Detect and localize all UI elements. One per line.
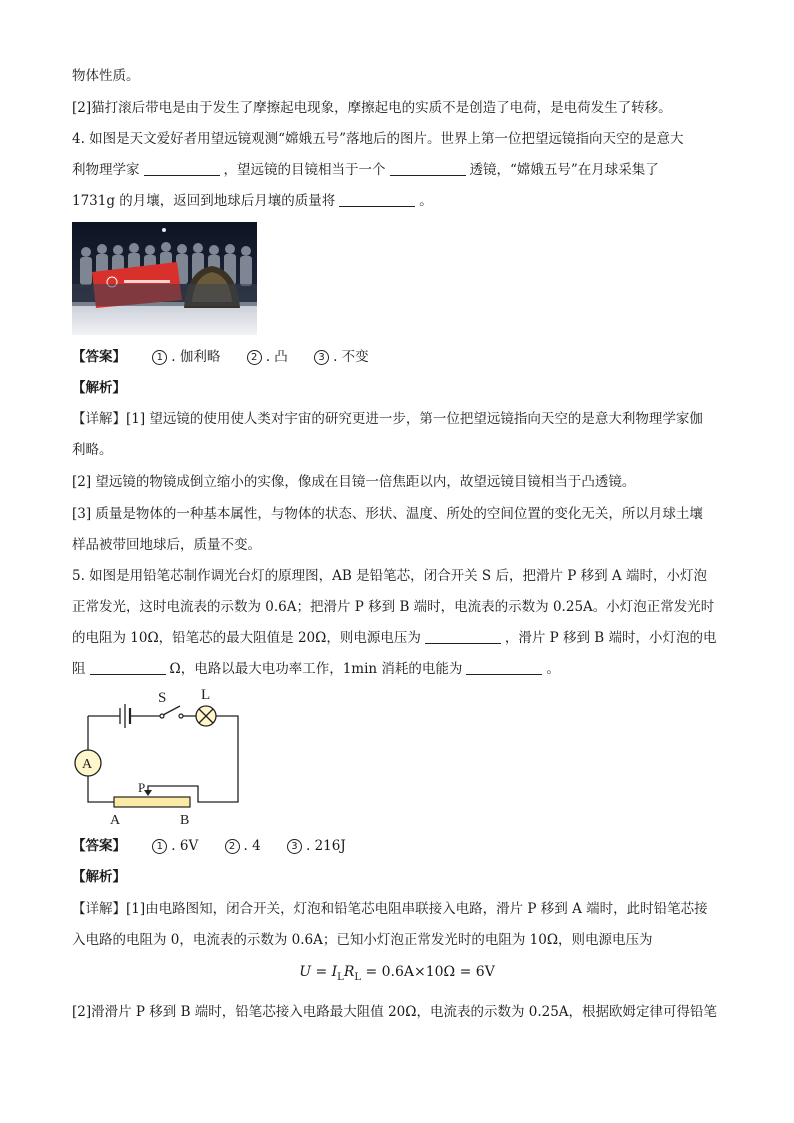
circled-number: 3 [287,839,302,854]
circled-number: 1 [152,839,167,854]
question-5-line-4: 阻 Ω，电路以最大电功率工作，1min 消耗的电能为 。 [72,661,560,677]
answer-item: 2 . 4 [225,836,261,856]
answer-blank[interactable] [339,192,415,207]
answer-tag: 【答案】 [72,349,126,365]
question-4-answer [72,347,369,367]
formula-voltage: $U = I_LR_L = 0.6A\times 10\Omega = 6V$ [299,964,495,983]
analysis-tag: 【解析】 [72,380,126,396]
analysis-line: [2]滑滑片 P 移到 B 端时，铅笔芯接入电路最大阻值 20Ω，电流表的示数为 0.25A，根据欧姆定律可得铅笔 [72,1004,718,1020]
analysis-line: 【详解】[1] 望远镜的使用使人类对宇宙的研究更进一步，第一位把望远镜指向天空的是意大利物理学家伽 [72,411,703,427]
switch-label: S [158,690,167,706]
question-4-line-3: 1731g 的月壤，返回到地球后月壤的质量将 。 [72,193,433,209]
analysis-line: 样品被带回地球后，质量不变。 [72,537,261,553]
question-5-line-3: 的电阻为 10Ω，铅笔芯的最大阻值是 20Ω，则电源电压为 ，滑片 P 移到 B 端时，小灯泡的电 [72,630,717,646]
circled-number: 3 [314,350,329,365]
end-label-b: B [180,813,190,828]
analysis-line: 入电路的电阻为 0，电流表的示数为 0.6A；已知小灯泡正常发光时的电阻为 10Ω，则电源电压为 [72,932,653,948]
photo-illustration [72,222,257,335]
analysis-line: 利略。 [72,442,113,458]
answer-item: 1 . 伽利略 [152,347,220,367]
text-line: [2]猫打滚后带电是由于发生了摩擦起电现象，摩擦起电的实质不是创造了电荷，是电荷发生了转移。 [72,100,672,116]
question-5-answer [72,836,346,856]
answer-item: 1 . 6V [152,836,198,856]
analysis-line: 【详解】[1]由电路图知，闭合开关，灯泡和铅笔芯电阻串联接入电路，滑片 P 移到 A 端时，此时铅笔芯接 [72,901,708,917]
answer-item: 3 . 216J [287,836,346,856]
end-label-a: A [110,813,121,828]
circled-number: 2 [247,350,262,365]
question-5-stem: 5. 如图是用铅笔芯制作调光台灯的原理图，AB 是铅笔芯，闭合开关 S 后，把滑片 P 移到 A 端时，小灯泡 [72,568,707,584]
answer-item: 2 . 凸 [247,347,288,367]
circuit-diagram [70,684,250,833]
pencil-lead-rod [114,797,190,807]
analysis-line: [2] 望远镜的物镜成倒立缩小的实像，像成在目镜一倍焦距以内，故望远镜目镜相当于凸透镜。 [72,474,636,490]
question-4-line-2: 利物理学家 ，望远镜的目镜相当于一个 透镜，“嫦娥五号”在月球采集了 [72,162,659,178]
answer-blank[interactable] [425,629,501,644]
answer-blank[interactable] [390,161,466,176]
text-line: 物体性质。 [72,68,140,84]
analysis-line: [3] 质量是物体的一种基本属性，与物体的状态、形状、温度、所处的空间位置的变化无关，所以月球土壤 [72,506,703,522]
lamp-label: L [201,687,211,703]
answer-blank[interactable] [90,660,166,675]
circled-number: 1 [152,350,167,365]
answer-blank[interactable] [144,161,220,176]
answer-tag: 【答案】 [72,838,126,854]
circuit-svg [70,684,250,829]
analysis-tag: 【解析】 [72,869,126,885]
slider-label: P [138,780,146,795]
change5-landing-photo [72,222,257,335]
ammeter-label: A [82,757,93,772]
question-5-line-2: 正常发光，这时电流表的示数为 0.6A；把滑片 P 移到 B 端时，电流表的示数为 0.25A。小灯泡正常发光时 [72,599,715,615]
answer-blank[interactable] [466,660,542,675]
answer-item: 3 . 不变 [314,347,369,367]
question-4-stem: 4. 如图是天文爱好者用望远镜观测“嫦娥五号”落地后的图片。世界上第一位把望远镜指向天空的是意大 [72,131,684,147]
circled-number: 2 [225,839,240,854]
